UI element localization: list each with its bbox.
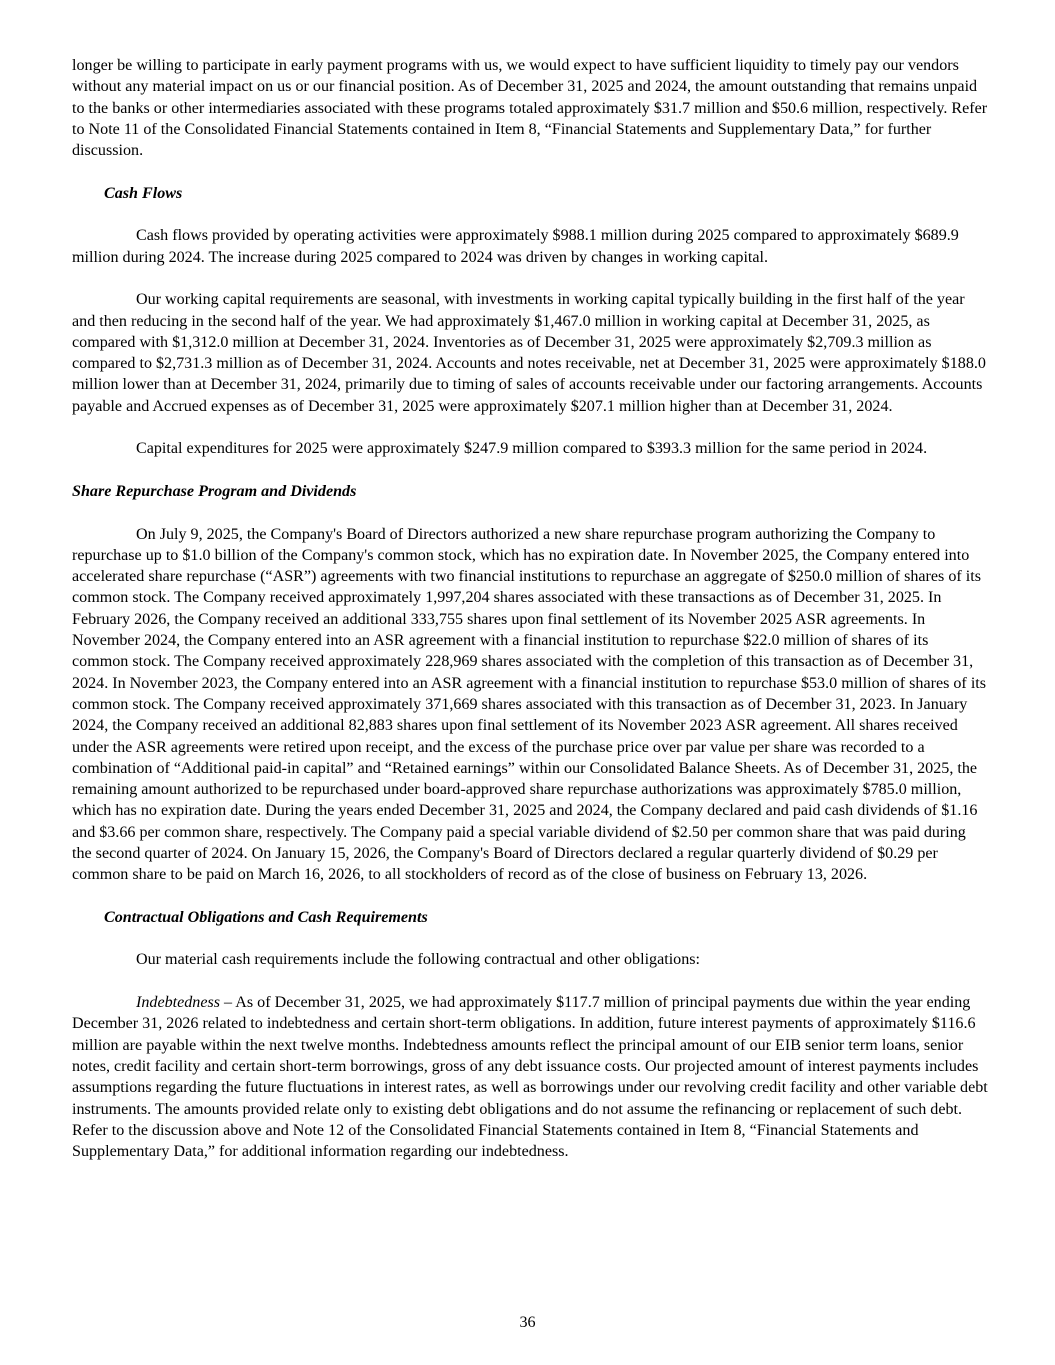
share-repurchase-heading: Share Repurchase Program and Dividends [72, 482, 357, 500]
indebtedness-label: Indebtedness [136, 994, 221, 1012]
intro-paragraph: longer be willing to participate in early payment programs with us, we would expect to have sufficient liquidity to timely pay our vendors without any material impact on us or our financial position. As of December 31, 2025 and 2024, the amount outstanding that remains unpaid to the banks or other intermediaries associated with these programs totaled approximately $31.7 million and $50.6 million, respectively. Refer to Note 11 of the Consolidated Financial Statements contained in Item 8, “Financial Statements and Supplementary Data,” for further discussion. [72, 57, 988, 160]
indebtedness-paragraph [72, 992, 988, 1162]
cash-flows-paragraph-2: Our working capital requirements are seasonal, with investments in working capital typically building in the first half of the year and then reducing in the second half of the year. We had approximately $1,467.0 million in working capital at December 31, 2025, as compared with $1,312.0 million at December 31, 2024. Inventories as of December 31, 2025 were approximately $2,709.3 million as compared to $2,731.3 million as of December 31, 2024. Accounts and notes receivable, net at December 31, 2025 were approximately $188.0 million lower than at December 31, 2024, primarily due to timing of sales of accounts receivable under our factoring arrangements. Accounts payable and Accrued expenses as of December 31, 2025 were approximately $207.1 million higher than at December 31, 2024. [72, 291, 986, 415]
cash-flows-heading: Cash Flows [104, 184, 183, 202]
document-page [72, 55, 988, 1162]
share-repurchase-paragraph: On July 9, 2025, the Company's Board of Directors authorized a new share repurchase program authorizing the Company to repurchase up to $1.0 billion of the Company's common stock, which has no expiration date. In November 2025, the Company entered into accelerated share repurchase (“ASR”) agreements with two financial institutions to repurchase an aggregate of $250.0 million of shares of its common stock. The Company received approximately 1,997,204 shares associated with these transactions as of December 31, 2025. In February 2026, the Company received an additional 333,755 shares upon final settlement of its November 2025 ASR agreements. In November 2024, the Company entered into an ASR agreement with a financial institution to repurchase $22.0 million of shares of its common stock. The Company received approximately 228,969 shares associated with the completion of this transaction as of December 31, 2024. In November 2023, the Company entered into an ASR agreement with a financial institution to repurchase $53.0 million of shares of its common stock. The Company received approximately 371,669 shares associated with this transaction as of December 31, 2023. In January 2024, the Company received an additional 82,883 shares upon final settlement of its November 2023 ASR agreement. All shares received under the ASR agreements were retired upon receipt, and the excess of the purchase price over par value per share was recorded to a combination of “Additional paid-in capital” and “Retained earnings” within our Consolidated Balance Sheets. As of December 31, 2025, the remaining amount authorized to be repurchased under board-approved share repurchase authorizations was approximately $785.0 million, which has no expiration date. During the years ended December 31, 2025 and 2024, the Company declared and paid cash dividends of $1.16 and $3.66 per common share, respectively. The Company paid a special variable dividend of $2.50 per common share that was paid during the second quarter of 2024. On January 15, 2026, the Company's Board of Directors declared a regular quarterly dividend of $0.29 per common share to be paid on March 16, 2026, to all stockholders of record as of the close of business on February 13, 2026. [72, 525, 987, 884]
indebtedness-text: – As of December 31, 2025, we had approximately $117.7 million of principal payments due within the year ending December 31, 2026 related to indebtedness and certain short-term obligations. In addition, future interest payments of approximately $116.6 million are payable within the next twelve months. Indebtedness amounts reflect the principal amount of our EIB senior term loans, senior notes, credit facility and certain short-term borrowings, gross of any debt issuance costs. Our projected amount of interest payments includes assumptions regarding the future fluctuations in interest rates, as well as borrowings under our revolving credit facility and other variable debt instruments. The amounts provided relate only to existing debt obligations and do not assume the refinancing or replacement of such debt. Refer to the discussion above and Note 12 of the Consolidated Financial Statements contained in Item 8, “Financial Statements and Supplementary Data,” for additional information regarding our indebtedness. [72, 994, 988, 1161]
page-number: 36 [519, 1314, 536, 1331]
contractual-obligations-heading: Contractual Obligations and Cash Requirements [104, 908, 428, 926]
cash-flows-paragraph-3: Capital expenditures for 2025 were approximately $247.9 million compared to $393.3 million for the same period in 2024. [136, 440, 928, 458]
contractual-obligations-paragraph: Our material cash requirements include the following contractual and other obligations: [136, 951, 700, 969]
cash-flows-paragraph-1: Cash flows provided by operating activities were approximately $988.1 million during 2025 compared to approximately $689.9 million during 2024. The increase during 2025 compared to 2024 was driven by changes in working capital. [72, 227, 959, 266]
